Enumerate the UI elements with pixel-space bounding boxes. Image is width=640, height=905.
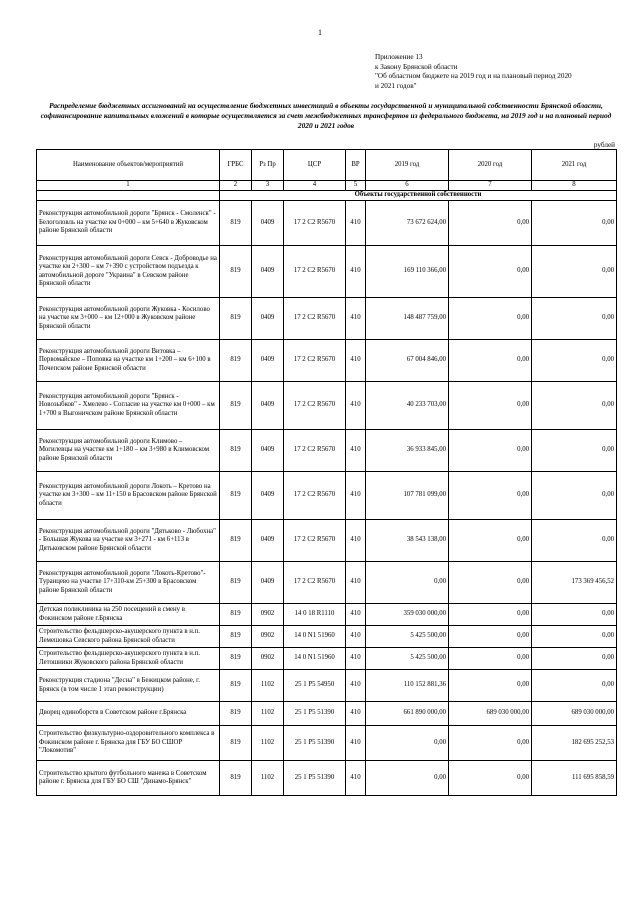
table-row <box>37 626 617 648</box>
csr-cell: 17 2 С2 R5670 <box>284 201 346 246</box>
column-index: 3 <box>252 181 284 191</box>
amount-2019: 73 672 624,00 <box>366 201 449 246</box>
csr-cell: 17 2 С2 R5670 <box>284 520 346 562</box>
rzpr-cell: 1102 <box>252 726 284 761</box>
table-row <box>37 604 617 626</box>
vr-cell: 410 <box>346 726 366 761</box>
amount-2020: 0,00 <box>449 246 532 298</box>
amount-2020: 0,00 <box>449 430 532 472</box>
amount-2021: 0,00 <box>532 626 617 648</box>
table-header-row <box>37 150 617 181</box>
rzpr-cell: 0902 <box>252 626 284 648</box>
header-2020: 2020 год <box>449 150 532 181</box>
table-row <box>37 670 617 702</box>
amount-2020: 0,00 <box>449 201 532 246</box>
rzpr-cell: 0409 <box>252 340 284 382</box>
section-title: Объекты государственной собственности <box>220 191 617 201</box>
amount-2019: 38 543 138,00 <box>366 520 449 562</box>
grbs-cell: 819 <box>220 520 252 562</box>
object-name: Дворец единоборств в Советском районе г.Брянска <box>37 702 220 726</box>
table-row <box>37 298 617 340</box>
column-index: 1 <box>37 181 220 191</box>
grbs-cell: 819 <box>220 298 252 340</box>
vr-cell: 410 <box>346 298 366 340</box>
table-row <box>37 382 617 430</box>
rzpr-cell: 0409 <box>252 562 284 604</box>
amount-2019: 36 933 845,00 <box>366 430 449 472</box>
object-name: Реконструкция автомобильной дороги "Дятьково - Любохна" - Большая Жукова на участке км 3+271 - км 6+113 в Дятьковском районе Брянской области <box>37 520 220 562</box>
amount-2021: 111 695 858,59 <box>532 761 617 796</box>
amount-2020: 0,00 <box>449 520 532 562</box>
amount-2020: 0,00 <box>449 298 532 340</box>
amount-2020: 0,00 <box>449 626 532 648</box>
vr-cell: 410 <box>346 604 366 626</box>
csr-cell: 25 1 P5 51390 <box>284 726 346 761</box>
column-index: 4 <box>284 181 346 191</box>
header-vr: ВР <box>346 150 366 181</box>
amount-2019: 148 487 759,00 <box>366 298 449 340</box>
grbs-cell: 819 <box>220 604 252 626</box>
column-index: 6 <box>366 181 449 191</box>
amount-2019: 5 425 500,00 <box>366 626 449 648</box>
grbs-cell: 819 <box>220 702 252 726</box>
vr-cell: 410 <box>346 382 366 430</box>
column-index-row <box>37 181 617 191</box>
object-name: Реконструкция автомобильной дороги Витовка – Первомайское – Поповка на участке км 1+200 – км 6+100 в Почепском районе Брянской области <box>37 340 220 382</box>
table-row <box>37 648 617 670</box>
amount-2019: 5 425 500,00 <box>366 648 449 670</box>
section-row <box>37 191 617 201</box>
amount-2021: 0,00 <box>532 201 617 246</box>
amount-2020: 0,00 <box>449 670 532 702</box>
amount-2021: 0,00 <box>532 430 617 472</box>
amount-2021: 0,00 <box>532 298 617 340</box>
rzpr-cell: 0409 <box>252 246 284 298</box>
grbs-cell: 819 <box>220 626 252 648</box>
csr-cell: 17 2 С2 R5670 <box>284 472 346 520</box>
amount-2020: 0,00 <box>449 648 532 670</box>
table-row <box>37 562 617 604</box>
amount-2019: 110 152 881,36 <box>366 670 449 702</box>
amount-2020: 0,00 <box>449 472 532 520</box>
table-row <box>37 702 617 726</box>
amount-2021: 0,00 <box>532 648 617 670</box>
amount-2019: 0,00 <box>366 761 449 796</box>
table-row <box>37 472 617 520</box>
csr-cell: 17 2 С2 R5670 <box>284 298 346 340</box>
object-name: Реконструкция автомобильной дороги Локоть – Кретово на участке км 3+300 – км 11+150 в Брасовском районе Брянской области <box>37 472 220 520</box>
grbs-cell: 819 <box>220 648 252 670</box>
rzpr-cell: 0409 <box>252 382 284 430</box>
header-csr: ЦСР <box>284 150 346 181</box>
rzpr-cell: 1102 <box>252 702 284 726</box>
amount-2021: 689 030 000,00 <box>532 702 617 726</box>
header-rzpr: Рз Пр <box>252 150 284 181</box>
amount-2019: 107 781 099,00 <box>366 472 449 520</box>
appendix-line: и 2021 годов" <box>375 81 417 90</box>
csr-cell: 17 2 С2 R5670 <box>284 562 346 604</box>
object-name: Реконструкция автомобильной дороги Севск - Доброводье на участке км 2+300 – км 7+390 с устройством подъезда к автомобильной дороге "Украина" в Севском районе Брянской области <box>37 246 220 298</box>
header-2021: 2021 год <box>532 150 617 181</box>
amount-2021: 0,00 <box>532 670 617 702</box>
amount-2019: 0,00 <box>366 562 449 604</box>
object-name: Детская поликлиника на 250 посещений в смену в Фокинском районе г.Брянска <box>37 604 220 626</box>
amount-2020: 0,00 <box>449 382 532 430</box>
vr-cell: 410 <box>346 520 366 562</box>
vr-cell: 410 <box>346 340 366 382</box>
column-index: 8 <box>532 181 617 191</box>
vr-cell: 410 <box>346 702 366 726</box>
amount-2021: 173 369 456,52 <box>532 562 617 604</box>
csr-cell: 17 2 С2 R5670 <box>284 430 346 472</box>
amount-2020: 0,00 <box>449 761 532 796</box>
object-name: Строительство фельдшерско-акушерского пункта в н.п. Летошники Жуковского района Брянской области <box>37 648 220 670</box>
grbs-cell: 819 <box>220 726 252 761</box>
csr-cell: 14 0 N1 51960 <box>284 648 346 670</box>
csr-cell: 17 2 С2 R5670 <box>284 382 346 430</box>
header-grbs: ГРБС <box>220 150 252 181</box>
vr-cell: 410 <box>346 761 366 796</box>
amount-2021: 0,00 <box>532 520 617 562</box>
grbs-cell: 819 <box>220 382 252 430</box>
header-name: Наименование объектов/мероприятий <box>37 150 220 181</box>
amount-2020: 0,00 <box>449 726 532 761</box>
rzpr-cell: 0409 <box>252 430 284 472</box>
amount-2020: 689 030 000,00 <box>449 702 532 726</box>
appendix-line: "Об областном бюджете на 2019 год и на плановый период 2020 <box>375 72 572 80</box>
object-name: Реконструкция автомобильной дороги Климово – Могилевцы на участке км 1+180 – км 3+980 в Климовском районе Брянской области <box>37 430 220 472</box>
column-index: 7 <box>449 181 532 191</box>
table-row <box>37 761 617 796</box>
object-name: Реконструкция стадиона "Десна" в Бежицком районе, г. Брянск (в том числе 1 этап реконструкции) <box>37 670 220 702</box>
amount-2021: 0,00 <box>532 246 617 298</box>
vr-cell: 410 <box>346 562 366 604</box>
rzpr-cell: 0409 <box>252 472 284 520</box>
object-name: Строительство физкультурно-оздоровительного комплекса в Фокинском районе г. Брянска для ГБУ БО СШОР "Локомотив" <box>37 726 220 761</box>
table-row <box>37 246 617 298</box>
vr-cell: 410 <box>346 246 366 298</box>
object-name: Реконструкция автомобильной дороги "Брянск - Новозыбков" - Хмелево - Согласие на участке км 0+000 – км 1+700 в Выгоничском районе Брянской области <box>37 382 220 430</box>
amount-2019: 661 890 000,00 <box>366 702 449 726</box>
object-name: Реконструкция автомобильной дороги "Брянск - Смоленск" - Белоголовль на участке км 0+000 – км 5+640 в Жуковском районе Брянской области <box>37 201 220 246</box>
amount-2019: 169 110 366,00 <box>366 246 449 298</box>
appendix-block <box>375 53 615 91</box>
csr-cell: 17 2 С2 R5670 <box>284 340 346 382</box>
grbs-cell: 819 <box>220 472 252 520</box>
grbs-cell: 819 <box>220 761 252 796</box>
table-row <box>37 201 617 246</box>
grbs-cell: 819 <box>220 670 252 702</box>
object-name: Реконструкция автомобильной дороги Жуковка - Косилово на участке км 3+000 – км 12+000 в Жуковском районе Брянской области <box>37 298 220 340</box>
grbs-cell: 819 <box>220 201 252 246</box>
vr-cell: 410 <box>346 201 366 246</box>
amount-2021: 0,00 <box>532 472 617 520</box>
object-name: Строительство фельдшерско-акушерского пункта в н.п. Лемешовка Севского района Брянской области <box>37 626 220 648</box>
csr-cell: 17 2 С2 R5670 <box>284 246 346 298</box>
amount-2021: 182 695 252,53 <box>532 726 617 761</box>
appendix-line: Приложение 13 <box>375 53 423 61</box>
amount-2021: 0,00 <box>532 340 617 382</box>
csr-cell: 14 0 N1 51960 <box>284 626 346 648</box>
table-row <box>37 520 617 562</box>
grbs-cell: 819 <box>220 430 252 472</box>
amount-2021: 0,00 <box>532 604 617 626</box>
amount-2020: 0,00 <box>449 604 532 626</box>
amount-2019: 67 004 846,00 <box>366 340 449 382</box>
csr-cell: 25 1 P5 51390 <box>284 702 346 726</box>
object-name: Реконструкция автомобильной дороги "Локоть-Кретово"-Туранцево на участке 17+310-км 25+300 в Брасовском районе Брянской области <box>37 562 220 604</box>
document-title: Распределение бюджетных ассигнований на осуществление бюджетных инвестиций в объекты государственной и муниципальной собственности Брянской области, софинансирование капитальных вложений в которые осуществляется за счет межбюджетных трансфертов из федерального бюджета, на 2019 год и на плановый период 2020 и 2021 годов <box>40 101 612 130</box>
table-row <box>37 430 617 472</box>
column-index: 5 <box>346 181 366 191</box>
vr-cell: 410 <box>346 472 366 520</box>
amount-2019: 359 030 000,00 <box>366 604 449 626</box>
csr-cell: 25 1 P5 54950 <box>284 670 346 702</box>
column-index: 2 <box>220 181 252 191</box>
csr-cell: 14 0 18 R1110 <box>284 604 346 626</box>
amount-2021: 0,00 <box>532 382 617 430</box>
grbs-cell: 819 <box>220 340 252 382</box>
table-row <box>37 340 617 382</box>
amount-2020: 0,00 <box>449 340 532 382</box>
rzpr-cell: 0409 <box>252 520 284 562</box>
appendix-line: к Закону Брянской области <box>375 62 458 71</box>
csr-cell: 25 1 P5 51390 <box>284 761 346 796</box>
amount-2019: 0,00 <box>366 726 449 761</box>
rzpr-cell: 0902 <box>252 648 284 670</box>
vr-cell: 410 <box>346 648 366 670</box>
vr-cell: 410 <box>346 430 366 472</box>
rzpr-cell: 0409 <box>252 201 284 246</box>
grbs-cell: 819 <box>220 246 252 298</box>
amount-2020: 0,00 <box>449 562 532 604</box>
table-row <box>37 726 617 761</box>
rzpr-cell: 0902 <box>252 604 284 626</box>
header-2019: 2019 год <box>366 150 449 181</box>
budget-table <box>36 149 617 796</box>
object-name: Строительство крытого футбольного манежа в Советском районе г. Брянска для ГБУ БО СШ "Динамо-Брянск" <box>37 761 220 796</box>
units-label: рублей <box>593 141 615 149</box>
rzpr-cell: 0409 <box>252 298 284 340</box>
grbs-cell: 819 <box>220 562 252 604</box>
vr-cell: 410 <box>346 626 366 648</box>
amount-2019: 40 233 703,00 <box>366 382 449 430</box>
vr-cell: 410 <box>346 670 366 702</box>
rzpr-cell: 1102 <box>252 670 284 702</box>
rzpr-cell: 1102 <box>252 761 284 796</box>
page-number: 1 <box>318 28 322 37</box>
